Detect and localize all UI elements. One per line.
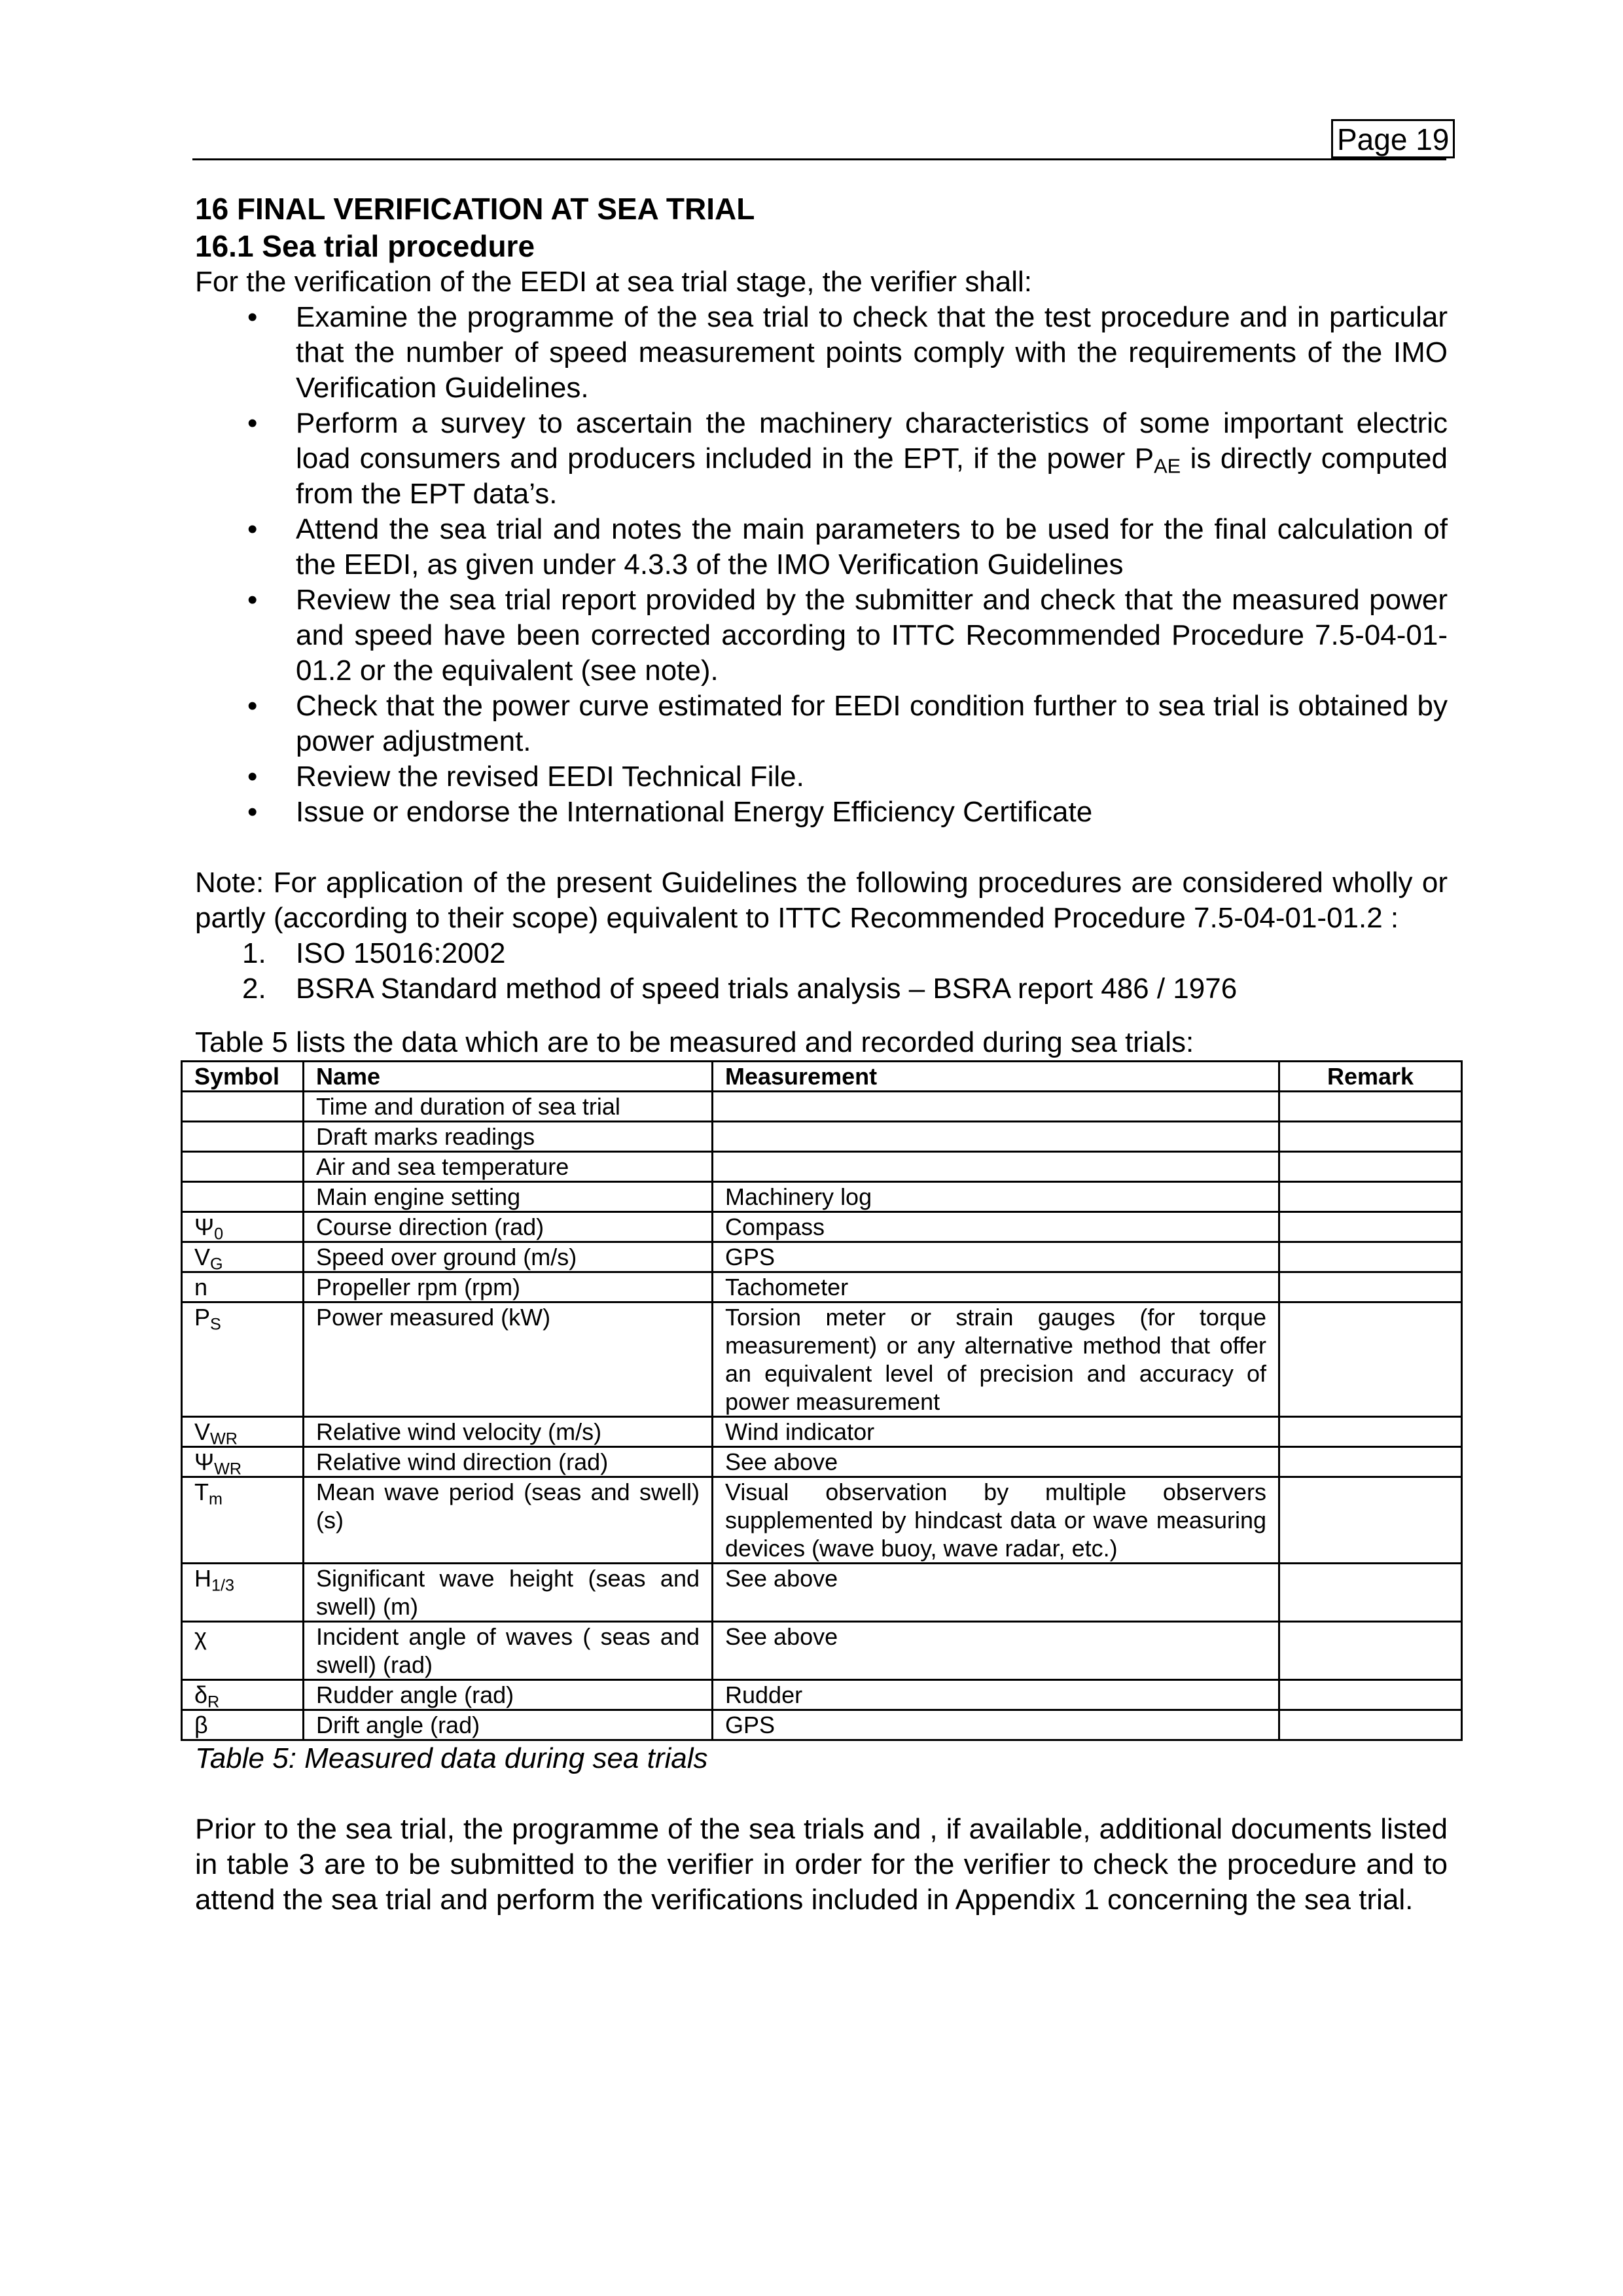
table-row xyxy=(182,1417,1462,1447)
table-row xyxy=(182,1447,1462,1477)
cell-remark xyxy=(1279,1477,1462,1564)
table-row xyxy=(182,1710,1462,1740)
cell-name: Relative wind velocity (m/s) xyxy=(304,1417,713,1447)
list-item xyxy=(195,759,1448,795)
cell-symbol xyxy=(182,1152,304,1182)
table-row xyxy=(182,1152,1462,1182)
bullet-icon: • xyxy=(247,584,258,616)
cell-remark xyxy=(1279,1152,1462,1182)
list-item-text: BSRA Standard method of speed trials analysis – BSRA report 486 / 1976 xyxy=(296,973,1238,1005)
cell-symbol xyxy=(182,1710,304,1740)
cell-symbol xyxy=(182,1564,304,1622)
list-item-text: is directly computed from the EPT data’s. xyxy=(296,442,1448,510)
symbol-text: V xyxy=(194,1244,211,1270)
cell-symbol xyxy=(182,1447,304,1477)
cell-name: Course direction (rad) xyxy=(304,1212,713,1242)
cell-remark xyxy=(1279,1272,1462,1302)
note-paragraph: Note: For application of the present Guidelines the following procedures are considered wholly or partly (according to their scope) equivalent to ITTC Recommended Procedure 7.5-04-01-01.2 : xyxy=(195,867,1448,934)
symbol-text: T xyxy=(194,1479,209,1505)
symbol-text: Ψ xyxy=(194,1448,215,1475)
table-row xyxy=(182,1212,1462,1242)
subscript: AE xyxy=(1154,454,1181,478)
symbol-subscript: 0 xyxy=(214,1225,224,1244)
symbol-subscript: S xyxy=(210,1315,221,1334)
cell-name: Propeller rpm (rpm) xyxy=(304,1272,713,1302)
cell-measurement: Machinery log xyxy=(713,1182,1279,1212)
cell-remark xyxy=(1279,1417,1462,1447)
cell-remark xyxy=(1279,1710,1462,1740)
symbol-text: Ψ xyxy=(194,1213,215,1240)
list-item xyxy=(195,583,1448,689)
page-content xyxy=(195,190,1448,1918)
cell-measurement: Torsion meter or strain gauges (for torque measurement) or any alternative method that offer an equivalent level of precision and accuracy of power measurement xyxy=(713,1302,1279,1417)
cell-name: Air and sea temperature xyxy=(304,1152,713,1182)
symbol-subscript: WR xyxy=(214,1460,242,1479)
cell-name: Rudder angle (rad) xyxy=(304,1680,713,1710)
column-header-remark: Remark xyxy=(1279,1062,1462,1092)
symbol-text: H xyxy=(194,1565,211,1592)
symbol-subscript: G xyxy=(210,1255,223,1274)
cell-measurement xyxy=(713,1092,1279,1122)
cell-name: Mean wave period (seas and swell) (s) xyxy=(304,1477,713,1564)
cell-measurement: See above xyxy=(713,1447,1279,1477)
symbol-subscript: WR xyxy=(210,1429,238,1448)
symbol-text: χ xyxy=(194,1623,207,1650)
cell-remark xyxy=(1279,1622,1462,1680)
cell-symbol xyxy=(182,1122,304,1152)
cell-name: Drift angle (rad) xyxy=(304,1710,713,1740)
table-caption: Table 5: Measured data during sea trials xyxy=(195,1742,708,1774)
cell-symbol xyxy=(182,1272,304,1302)
list-number: 1. xyxy=(242,937,266,969)
cell-measurement: Tachometer xyxy=(713,1272,1279,1302)
table-row xyxy=(182,1272,1462,1302)
list-item-text: Review the revised EEDI Technical File. xyxy=(296,761,804,793)
cell-symbol xyxy=(182,1242,304,1272)
cell-name: Speed over ground (m/s) xyxy=(304,1242,713,1272)
cell-symbol xyxy=(182,1182,304,1212)
cell-remark xyxy=(1279,1182,1462,1212)
header-rule xyxy=(192,158,1446,160)
bullet-icon: • xyxy=(247,301,258,333)
table-row xyxy=(182,1122,1462,1152)
list-item-text: Perform a survey to ascertain the machinery characteristics of some important electric load consumers and producers included in the EPT, if the power P xyxy=(296,407,1448,475)
cell-name: Power measured (kW) xyxy=(304,1302,713,1417)
column-header-name: Name xyxy=(304,1062,713,1092)
table-row xyxy=(182,1477,1462,1564)
table-intro: Table 5 lists the data which are to be measured and recorded during sea trials: xyxy=(195,1026,1194,1058)
symbol-text: β xyxy=(194,1712,208,1738)
cell-measurement: See above xyxy=(713,1564,1279,1622)
list-item xyxy=(195,936,1448,971)
list-item xyxy=(195,300,1448,406)
symbol-text: P xyxy=(194,1304,211,1331)
list-item xyxy=(195,406,1448,512)
subsection-title: 16.1 Sea trial procedure xyxy=(195,229,535,263)
bullet-icon: • xyxy=(247,513,258,545)
cell-name: Relative wind direction (rad) xyxy=(304,1447,713,1477)
list-item-text: Check that the power curve estimated for EEDI condition further to sea trial is obtained by power adjustment. xyxy=(296,690,1448,757)
table-row xyxy=(182,1242,1462,1272)
cell-remark xyxy=(1279,1302,1462,1417)
symbol-text: δ xyxy=(194,1681,208,1708)
list-item-text: Attend the sea trial and notes the main parameters to be used for the final calculation of the EEDI, as given under 4.3.3 of the IMO Verification Guidelines xyxy=(296,513,1448,581)
bullet-icon: • xyxy=(247,407,258,439)
section-title: 16 FINAL VERIFICATION AT SEA TRIAL xyxy=(195,192,755,226)
table-row xyxy=(182,1680,1462,1710)
cell-measurement: Wind indicator xyxy=(713,1417,1279,1447)
bullet-icon: • xyxy=(247,761,258,793)
cell-symbol xyxy=(182,1302,304,1417)
list-item-text: ISO 15016:2002 xyxy=(296,937,506,969)
cell-remark xyxy=(1279,1680,1462,1710)
cell-measurement: Compass xyxy=(713,1212,1279,1242)
cell-remark xyxy=(1279,1242,1462,1272)
list-item xyxy=(195,689,1448,759)
symbol-text: V xyxy=(194,1418,211,1445)
symbol-text: n xyxy=(194,1274,208,1300)
column-header-measurement: Measurement xyxy=(713,1062,1279,1092)
cell-name: Significant wave height (seas and swell) (m) xyxy=(304,1564,713,1622)
cell-symbol xyxy=(182,1477,304,1564)
table-row xyxy=(182,1302,1462,1417)
cell-symbol xyxy=(182,1417,304,1447)
table-header-row xyxy=(182,1062,1462,1092)
symbol-subscript: R xyxy=(207,1693,220,1712)
cell-measurement: GPS xyxy=(713,1242,1279,1272)
list-item-text: Review the sea trial report provided by the submitter and check that the measured power and speed have been corrected according to ITTC Recommended Procedure 7.5-04-01-01.2 or the equivalent (see note). xyxy=(296,584,1448,687)
cell-measurement: Visual observation by multiple observers supplemented by hindcast data or wave measuring devices (wave buoy, wave radar, etc.) xyxy=(713,1477,1279,1564)
cell-remark xyxy=(1279,1092,1462,1122)
symbol-subscript: 1/3 xyxy=(211,1576,235,1595)
table-row xyxy=(182,1092,1462,1122)
cell-measurement: GPS xyxy=(713,1710,1279,1740)
table-row xyxy=(182,1622,1462,1680)
cell-name: Draft marks readings xyxy=(304,1122,713,1152)
cell-remark xyxy=(1279,1122,1462,1152)
cell-measurement xyxy=(713,1152,1279,1182)
cell-measurement xyxy=(713,1122,1279,1152)
bullet-icon: • xyxy=(247,796,258,828)
symbol-subscript: m xyxy=(209,1490,223,1509)
cell-name: Incident angle of waves ( seas and swell) (rad) xyxy=(304,1622,713,1680)
list-item xyxy=(195,512,1448,583)
bullet-icon: • xyxy=(247,690,258,722)
closing-paragraph: Prior to the sea trial, the programme of the sea trials and , if available, additional documents listed in table 3 are to be submitted to the verifier in order for the verifier to check the procedure and to attend the sea trial and perform the verifications included in Appendix 1 concerning the sea trial. xyxy=(195,1813,1448,1916)
verifier-duties-list xyxy=(195,300,1448,830)
cell-symbol xyxy=(182,1622,304,1680)
measured-data-table xyxy=(181,1060,1463,1741)
cell-name: Time and duration of sea trial xyxy=(304,1092,713,1122)
cell-remark xyxy=(1279,1447,1462,1477)
list-item xyxy=(195,971,1448,1007)
list-number: 2. xyxy=(242,973,266,1005)
table-row xyxy=(182,1564,1462,1622)
cell-symbol xyxy=(182,1092,304,1122)
intro-paragraph: For the verification of the EEDI at sea trial stage, the verifier shall: xyxy=(195,266,1033,298)
list-item xyxy=(195,795,1448,830)
cell-remark xyxy=(1279,1212,1462,1242)
cell-symbol xyxy=(182,1212,304,1242)
cell-name: Main engine setting xyxy=(304,1182,713,1212)
cell-measurement: Rudder xyxy=(713,1680,1279,1710)
table-row xyxy=(182,1182,1462,1212)
list-item-text: Issue or endorse the International Energy Efficiency Certificate xyxy=(296,796,1093,828)
reference-list xyxy=(195,936,1448,1007)
list-item-text: Examine the programme of the sea trial to check that the test procedure and in particular that the number of speed measurement points comply with the requirements of the IMO Verification Guidelines. xyxy=(296,301,1448,404)
cell-remark xyxy=(1279,1564,1462,1622)
cell-measurement: See above xyxy=(713,1622,1279,1680)
column-header-symbol: Symbol xyxy=(182,1062,304,1092)
cell-symbol xyxy=(182,1680,304,1710)
page-number: Page 19 xyxy=(1331,119,1455,158)
